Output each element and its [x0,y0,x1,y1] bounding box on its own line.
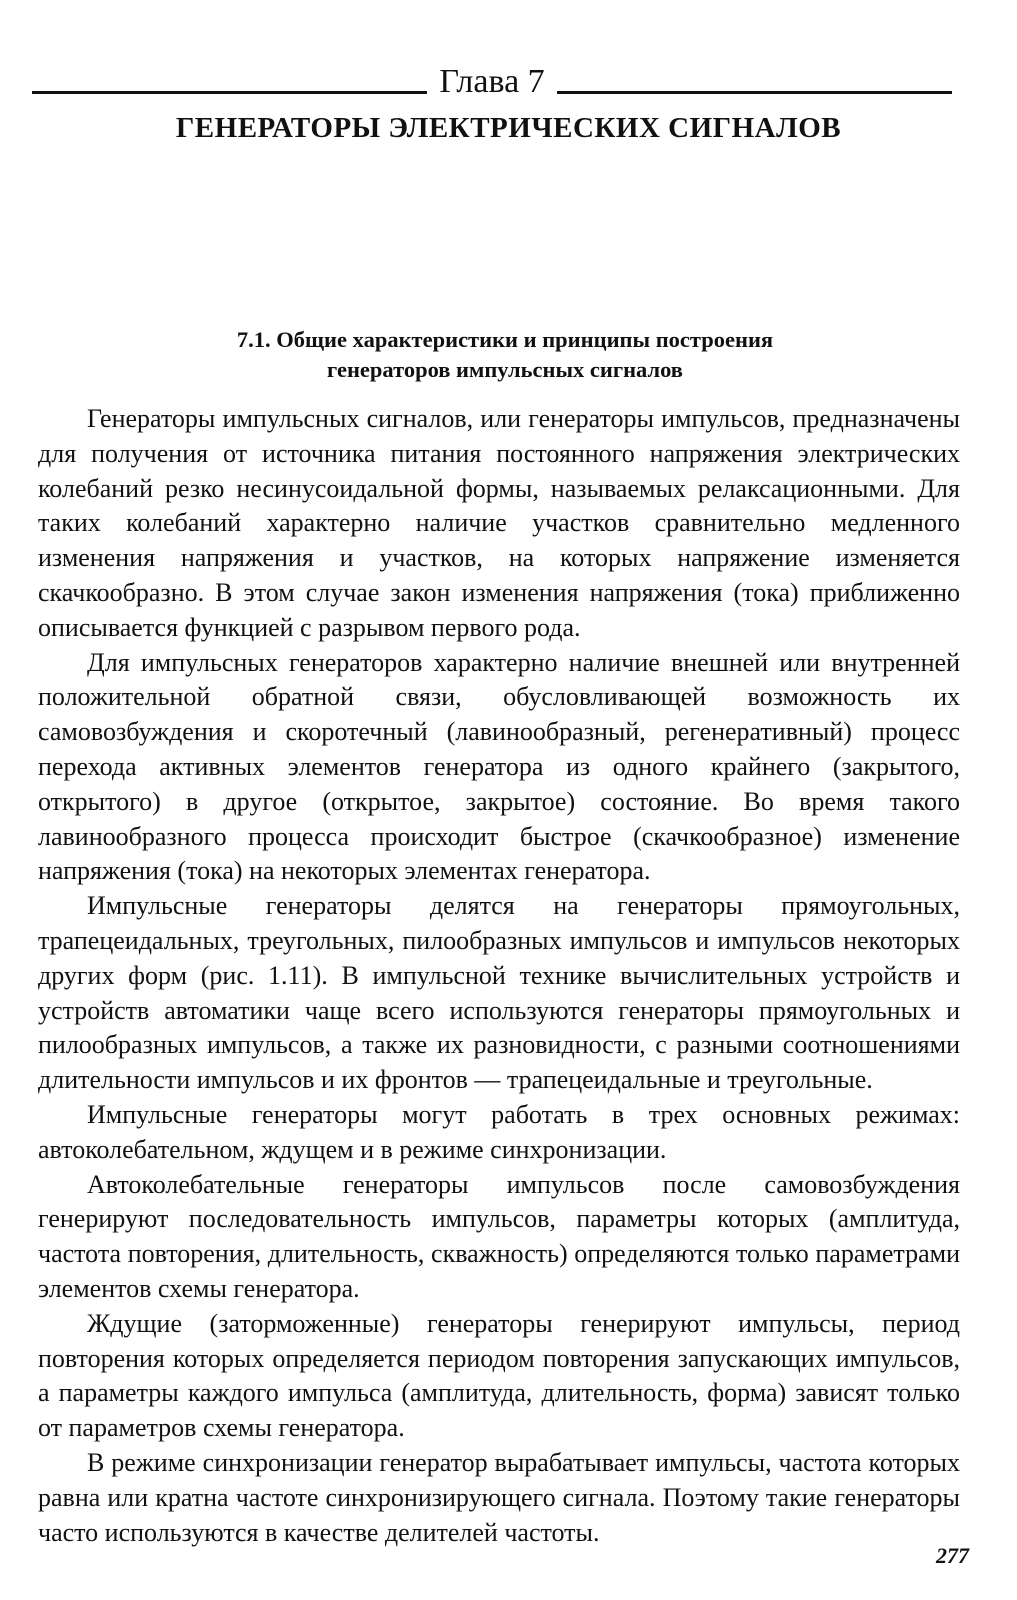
chapter-rule-right [557,91,952,94]
paragraph: Для импульсных генераторов характерно наличие внешней или внутренней положительной обратной связи, обусловливающей возможность их самовозбуждения и скоротечный (лавинообразный, регенеративный) процесс перехода активных элементов генератора из одного крайнего (закрытого, открытого) в другое (открытое, закрытое) состояние. Во время такого лавинообразного процесса происходит быстрое (скачкообразное) изменение напряжения (тока) на некоторых элементах генератора. [38,647,960,886]
page-number: 277 [936,1543,969,1568]
paragraph: В режиме синхронизации генератор вырабатывает импульсы, частота которых равна или кратна частоте синхронизирующего сигнала. Поэтому такие генераторы часто используются в качестве делителей частоты. [38,1447,960,1547]
paragraph: Импульсные генераторы делятся на генераторы прямоугольных, трапецеидальных, треугольных, пилообразных импульсов и импульсов некоторых других форм (рис. 1.11). В импульсной технике вычислительных устройств и устройств автоматики чаще всего используются генераторы прямоугольных и пилообразных импульсов, а также их разновидности, с разными соотношениями длительности импульсов и их фронтов — трапецеидальные и треугольные. [38,891,960,1095]
chapter-rule-left [32,91,427,94]
section-heading [90,325,920,385]
section-heading-line-2: генераторов импульсных сигналов [327,357,683,382]
paragraph: Импульсные генераторы могут работать в трех основных режимах: автоколебательном, ждущем и в режиме синхронизации. [38,1099,960,1164]
chapter-label: Глава 7 [439,63,545,100]
paragraph: Ждущие (заторможенные) генераторы генерируют импульсы, период повторения которых определяется периодом повторения запускающих импульсов, а параметры каждого импульса (амплитуда, длительность, форма) зависят только от параметров схемы генератора. [38,1308,960,1443]
body-text [38,402,960,1550]
chapter-header [32,62,952,102]
paragraph: Генераторы импульсных сигналов, или генераторы импульсов, предназначены для получения от источника питания постоянного напряжения электрических колебаний резко несинусоидальной формы, называемых релаксационными. Для таких колебаний характерно наличие участков сравнительно медленного изменения напряжения и участков, на которых напряжение изменяется скачкообразно. В этом случае закон изменения напряжения (тока) приближенно описывается функцией с разрывом первого рода. [38,404,960,642]
paragraph: Автоколебательные генераторы импульсов после самовозбуждения генерируют последовательность импульсов, параметры которых (амплитуда, частота повторения, длительность, скважность) определяются только параметрами элементов схемы генератора. [38,1169,960,1303]
section-heading-line-1: 7.1. Общие характеристики и принципы построения [236,327,774,352]
chapter-title: ГЕНЕРАТОРЫ ЭЛЕКТРИЧЕСКИХ СИГНАЛОВ [175,112,842,144]
